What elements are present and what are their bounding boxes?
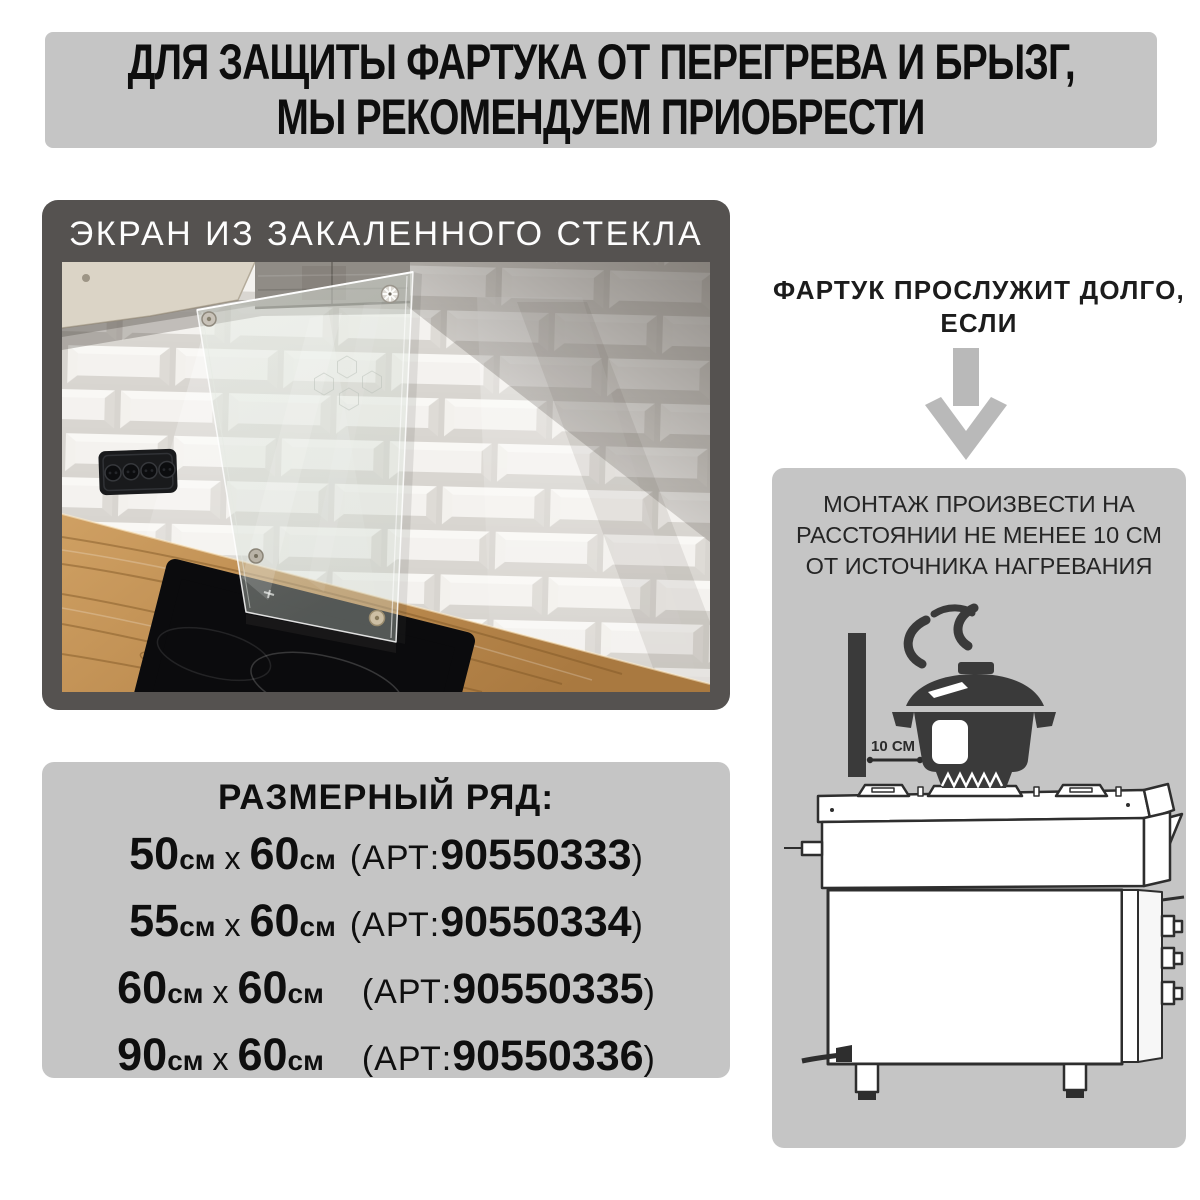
art-close-paren: ) <box>631 839 643 877</box>
sizes-title: РАЗМЕРНЫЙ РЯД: <box>218 778 554 817</box>
power-socket <box>98 449 177 496</box>
durability-heading <box>772 274 1186 340</box>
art-number: 90550334 <box>440 898 632 946</box>
size-unit: см <box>287 1045 324 1076</box>
art-number: 90550335 <box>452 965 644 1013</box>
install-line-1: МОНТАЖ ПРОИЗВЕСТИ НА <box>823 491 1135 517</box>
product-title: ЭКРАН ИЗ ЗАКАЛЕННОГО СТЕКЛА <box>68 214 704 253</box>
art-label: (АРТ: <box>361 1040 453 1078</box>
size-unit: см <box>167 978 204 1009</box>
standoff-bottom-right <box>370 611 385 626</box>
size-row <box>42 887 730 954</box>
art-close-paren: ) <box>631 906 643 944</box>
pot-icon <box>892 662 1056 788</box>
art-label: (АРТ: <box>349 906 441 944</box>
install-text <box>772 468 1186 582</box>
stove-knobs <box>1162 916 1182 1004</box>
stove-cooktop <box>818 784 1174 822</box>
standoff-top-right <box>382 286 399 303</box>
durability-line-2: ЕСЛИ <box>940 308 1018 338</box>
down-arrow-icon <box>922 348 1010 462</box>
sizes-box <box>42 762 730 1078</box>
size-height: 60 <box>249 828 300 879</box>
size-unit: см <box>287 978 324 1009</box>
install-line-3: ОТ ИСТОЧНИКА НАГРЕВАНИЯ <box>805 553 1153 579</box>
install-box <box>772 468 1186 1148</box>
art-label: (АРТ: <box>349 839 441 877</box>
top-banner <box>45 32 1157 148</box>
size-unit: см <box>299 911 336 942</box>
size-row <box>42 1021 730 1088</box>
distance-label: 10 СМ <box>871 738 915 755</box>
size-height: 60 <box>237 962 288 1013</box>
size-unit: см <box>299 844 336 875</box>
banner-line-1: ДЛЯ ЗАЩИТЫ ФАРТУКА ОТ ПЕРЕГРЕВА И БРЫЗГ, <box>127 34 1075 90</box>
banner-line-2: МЫ РЕКОМЕНДУЕМ ПРИОБРЕСТИ <box>276 89 926 145</box>
art-label: (АРТ: <box>361 973 453 1011</box>
stove-illustration <box>772 600 1186 1148</box>
size-width: 50 <box>129 828 180 879</box>
art-close-paren: ) <box>643 973 655 1011</box>
size-height: 60 <box>249 895 300 946</box>
size-unit: см <box>167 1045 204 1076</box>
kitchen-photo <box>62 262 710 692</box>
steam-icon <box>908 608 974 664</box>
art-close-paren: ) <box>643 1040 655 1078</box>
stove-body <box>784 812 1184 1100</box>
screen-edge-bar <box>848 633 866 777</box>
size-separator: x <box>224 840 241 876</box>
art-number: 90550336 <box>452 1032 644 1080</box>
durability-line-1: ФАРТУК ПРОСЛУЖИТ ДОЛГО, <box>772 275 1185 305</box>
stove-legs <box>856 1064 1086 1100</box>
kitchen-photo-scene <box>62 262 710 692</box>
art-number: 90550333 <box>440 831 632 879</box>
panel-handle <box>802 842 822 855</box>
size-separator: x <box>212 1041 229 1077</box>
size-unit: см <box>179 911 216 942</box>
oven-door <box>828 890 1122 1064</box>
size-unit: см <box>179 844 216 875</box>
install-line-2: РАССТОЯНИИ НЕ МЕНЕЕ 10 СМ <box>796 522 1162 548</box>
size-separator: x <box>212 974 229 1010</box>
size-width: 60 <box>117 962 168 1013</box>
size-row <box>42 820 730 887</box>
size-height: 60 <box>237 1029 288 1080</box>
size-width: 55 <box>129 895 180 946</box>
size-row <box>42 954 730 1021</box>
distance-dimension <box>867 738 923 763</box>
standoff-top-left <box>202 312 216 326</box>
control-panel <box>822 818 1144 888</box>
size-separator: x <box>224 907 241 943</box>
standoff-bottom-left <box>249 549 263 563</box>
product-card <box>42 200 730 710</box>
size-width: 90 <box>117 1029 168 1080</box>
